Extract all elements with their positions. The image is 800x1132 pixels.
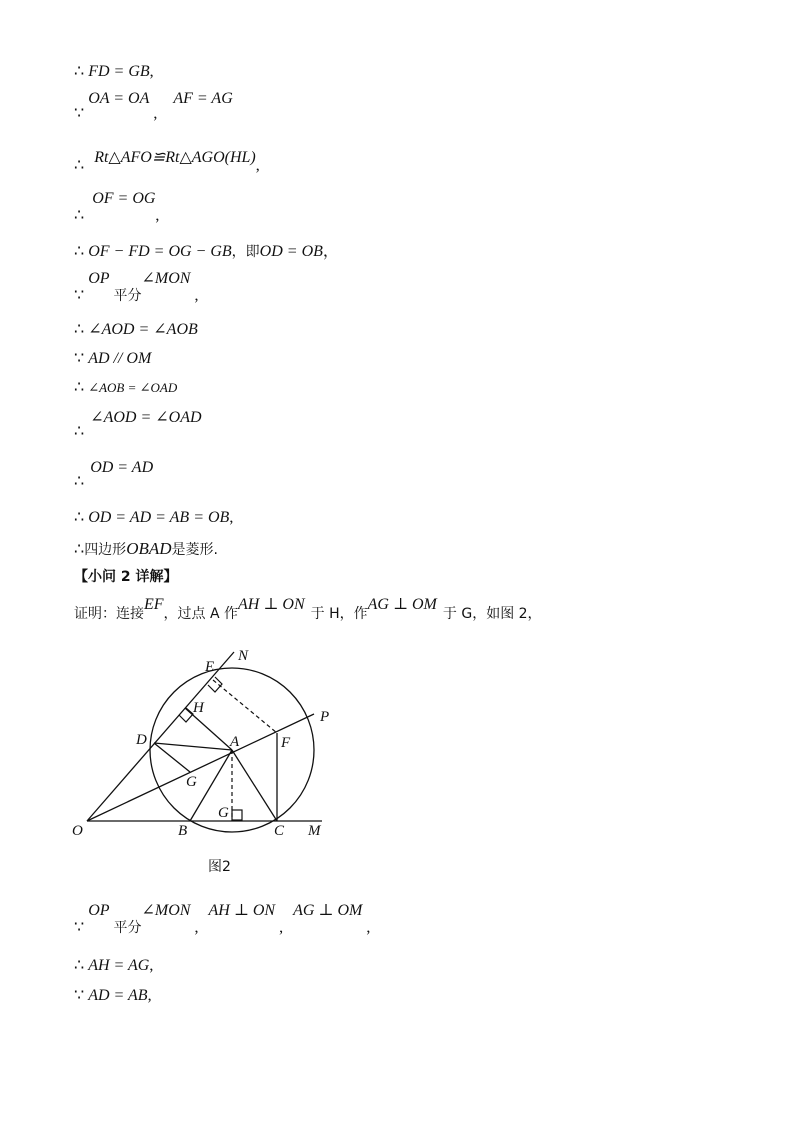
- text-fragment: 于 H，作: [310, 606, 368, 622]
- math-expression: AG ⊥ OM: [293, 902, 363, 919]
- label-g: G: [218, 805, 229, 821]
- proof-line-16: [74, 902, 371, 936]
- label-f: F: [281, 735, 291, 751]
- geometry-figure: [60, 640, 350, 840]
- because-symbol: ∵: [74, 105, 85, 122]
- label-a: A: [230, 734, 240, 750]
- math-expression: OF = OG: [92, 190, 156, 207]
- math-expression: OD = OB: [259, 243, 323, 260]
- label-p: P: [320, 709, 330, 725]
- math-expression: AG ⊥ OM: [367, 596, 437, 613]
- label-o: O: [72, 823, 83, 839]
- therefore-symbol: ∴: [74, 243, 85, 260]
- ray-on: [87, 652, 234, 821]
- label-g: G: [186, 774, 197, 790]
- proof-line-2: [74, 90, 233, 122]
- therefore-symbol: ∴: [74, 157, 85, 174]
- text-fragment: 平分: [113, 920, 142, 936]
- punctuation: ,: [153, 105, 158, 122]
- text-fragment: 平分: [113, 288, 142, 304]
- figure-caption: 图2: [208, 859, 231, 875]
- therefore-symbol: ∴: [74, 379, 85, 396]
- proof-line-3: [74, 149, 260, 174]
- math-expression: FD = GB: [88, 63, 150, 80]
- right-angle-mark: [179, 708, 193, 722]
- punctuation: ,: [155, 207, 160, 224]
- math-expression: AF = AG: [173, 90, 233, 107]
- label-d: D: [136, 732, 147, 748]
- punctuation: ,: [149, 957, 154, 974]
- punctuation: ,: [147, 987, 152, 1004]
- proof-line-5: [74, 244, 339, 260]
- math-expression: Rt△AFO≌Rt△AGO(HL): [94, 149, 256, 166]
- segment-dg: [154, 743, 190, 772]
- proof-line-13: [74, 540, 218, 558]
- punctuation: ,: [229, 509, 234, 526]
- label-c: C: [274, 823, 285, 839]
- math-expression: OBAD: [126, 539, 172, 558]
- proof-line-1: [74, 64, 154, 80]
- because-symbol: ∵: [74, 919, 85, 936]
- math-expression: ∠MON: [141, 902, 191, 919]
- math-expression: OD = AD: [90, 459, 154, 476]
- right-angle-mark: [232, 810, 242, 820]
- section-heading: 【小问 2 详解】: [74, 569, 178, 585]
- text-fragment: ，即: [231, 244, 260, 260]
- ray-op: [87, 714, 314, 821]
- because-symbol: ∵: [74, 987, 85, 1004]
- proof-line-15: [74, 596, 542, 622]
- proof-line-10: [74, 409, 202, 440]
- proof-line-4: [74, 190, 160, 224]
- label-b: B: [178, 823, 188, 839]
- math-expression: ∠AOB = ∠OAD: [88, 380, 178, 395]
- proof-line-12: [74, 510, 233, 526]
- proof-line-7: [74, 322, 198, 338]
- text-fragment: 于 G，如图 2，: [442, 606, 542, 622]
- label-e: E: [205, 659, 215, 675]
- math-expression: OP: [88, 902, 110, 919]
- math-expression: ∠MON: [141, 270, 191, 287]
- math-expression: AD = AB: [88, 987, 148, 1004]
- proof-line-18: [74, 988, 152, 1004]
- proof-line-17: [74, 958, 153, 974]
- therefore-symbol: ∴: [74, 207, 85, 224]
- math-expression: OD = AD = AB = OB: [88, 509, 230, 526]
- therefore-symbol: ∴: [74, 63, 85, 80]
- proof-line-8: [74, 351, 151, 367]
- therefore-symbol: ∴: [74, 509, 85, 526]
- text-fragment: 四边形: [84, 542, 127, 558]
- segment-ef-dashed: [213, 680, 277, 733]
- therefore-symbol: ∴: [74, 957, 85, 974]
- label-m: M: [308, 823, 321, 839]
- therefore-symbol: ∴: [74, 321, 85, 338]
- label-h: H: [193, 700, 204, 716]
- punctuation: ,: [279, 919, 284, 936]
- math-expression: AH = AG: [88, 957, 150, 974]
- because-symbol: ∵: [74, 350, 85, 367]
- math-expression: EF: [144, 596, 164, 613]
- math-expression: AH ⊥ ON: [208, 902, 276, 919]
- text-fragment: 证明：连接: [74, 606, 144, 622]
- math-expression: ∠AOD = ∠AOB: [88, 321, 198, 338]
- because-symbol: ∵: [74, 287, 85, 304]
- punctuation: ,: [255, 157, 260, 174]
- label-n: N: [238, 648, 249, 664]
- punctuation: ,: [366, 919, 371, 936]
- text-fragment: ，过点 A 作: [163, 606, 239, 622]
- math-expression: OP: [88, 270, 110, 287]
- punctuation: ,: [194, 919, 199, 936]
- therefore-symbol: ∴: [74, 541, 85, 558]
- therefore-symbol: ∴: [74, 473, 85, 490]
- text-fragment: 是菱形.: [171, 542, 218, 558]
- punctuation: ,: [149, 63, 154, 80]
- punctuation: ，: [322, 243, 339, 260]
- segment-da: [154, 743, 232, 750]
- therefore-symbol: ∴: [74, 423, 85, 440]
- math-expression: AH ⊥ ON: [238, 596, 305, 613]
- math-expression: OA = OA: [88, 90, 150, 107]
- proof-line-6: [74, 270, 199, 304]
- math-expression: OF − FD = OG − GB: [88, 243, 232, 260]
- punctuation: ,: [194, 287, 199, 304]
- proof-line-9: [74, 380, 177, 396]
- math-expression: ∠AOD = ∠OAD: [90, 409, 202, 426]
- proof-line-11: [74, 459, 154, 490]
- math-expression: AD // OM: [88, 350, 152, 367]
